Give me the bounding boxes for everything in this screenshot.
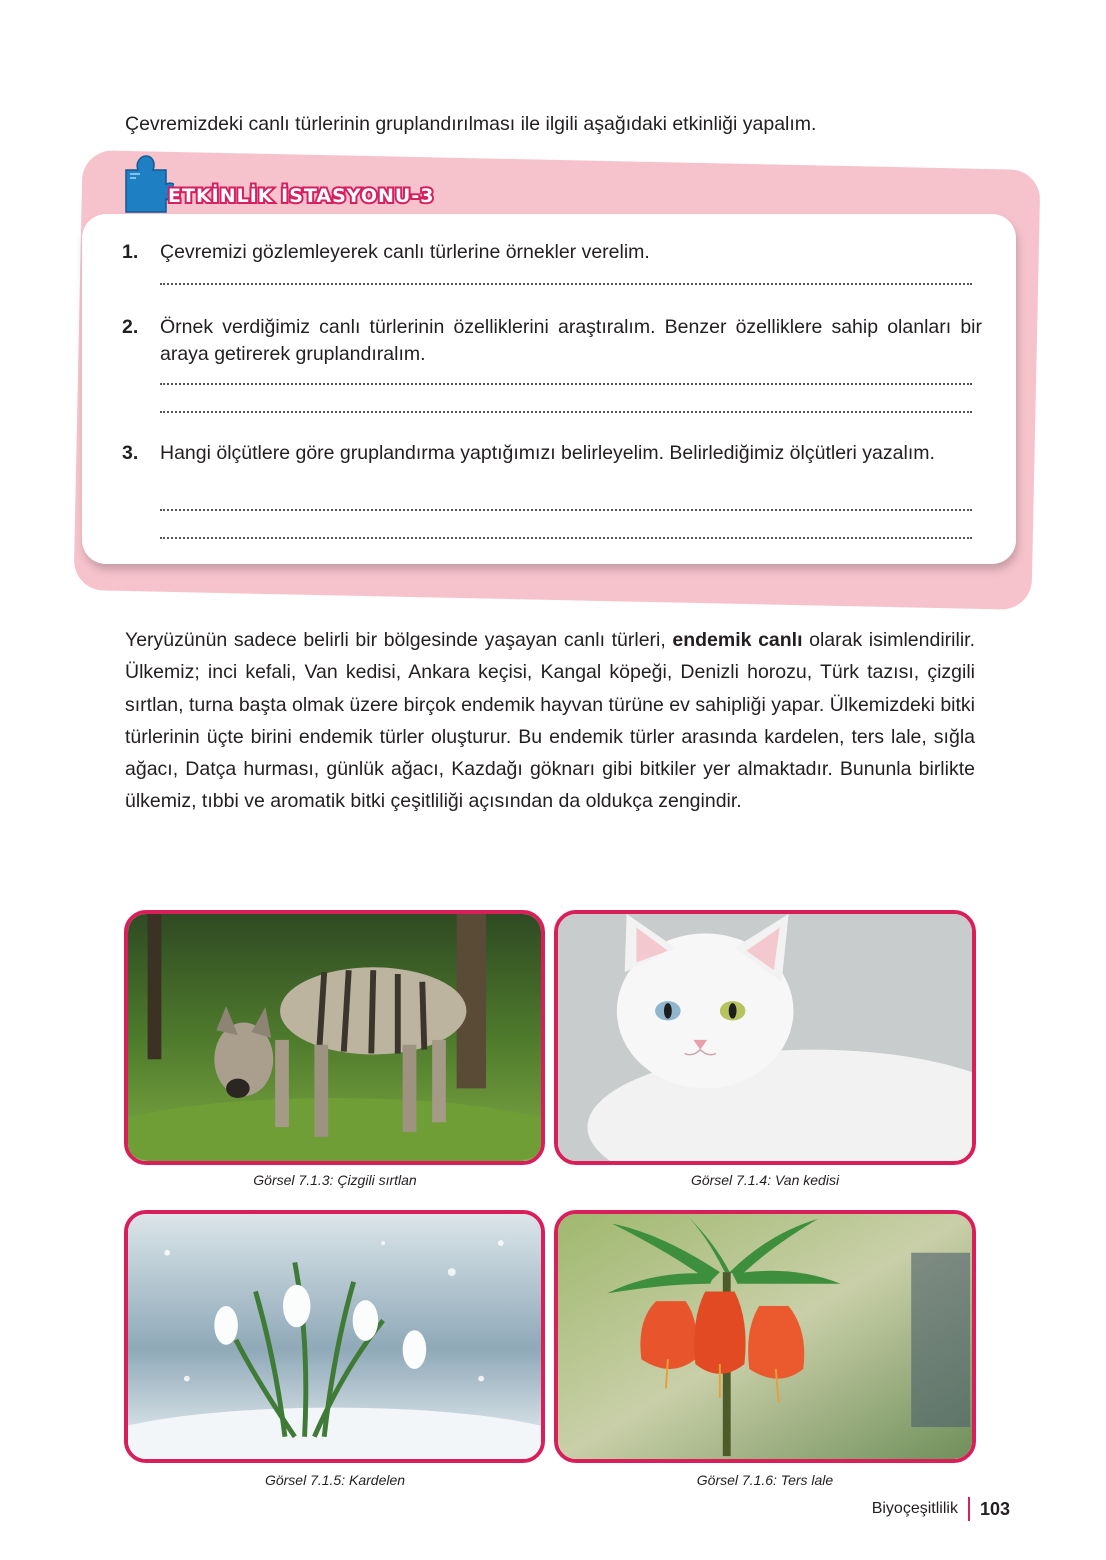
answer-line[interactable] [160,283,972,285]
question-3 [122,440,982,467]
photo-hyena [124,910,545,1165]
question-number: 3. [122,442,139,464]
caption-van-cat: Görsel 7.1.4: Van kedisi [690,1172,840,1188]
activity-title: ETKİNLİK İSTASYONU-3 [168,185,435,207]
caption-hyena: Görsel 7.1.3: Çizgili sırtlan [253,1172,417,1188]
activity-card [82,214,1016,564]
question-number: 2. [122,316,139,338]
answer-line[interactable] [160,509,972,511]
photo-snowdrop [124,1210,545,1463]
question-text: Hangi ölçütlere göre gruplandırma yaptığımızı belirleyelim. Belirlediğimiz ölçütleri yazalım. [160,442,935,464]
answer-line[interactable] [160,537,972,539]
puzzle-icon [118,152,174,214]
question-1 [122,239,982,266]
answer-line[interactable] [160,411,972,413]
answer-line[interactable] [160,383,972,385]
caption-snowdrop: Görsel 7.1.5: Kardelen [264,1472,406,1488]
chapter-name: Biyoçeşitlilik [871,1500,958,1517]
intro-text: Çevremizdeki canlı türlerinin gruplandırılması ile ilgili aşağıdaki etkinliği yapalım. [125,113,817,135]
page-footer [872,1497,1010,1521]
question-2 [122,314,982,368]
footer-divider [968,1497,970,1521]
question-text: Çevremizi gözlemleyerek canlı türlerine örnekler verelim. [160,241,650,263]
caption-crown-imperial: Görsel 7.1.6: Ters lale [696,1472,834,1488]
page-number: 103 [979,1498,1010,1519]
photo-crown-imperial [554,1210,976,1463]
question-text: Örnek verdiğimiz canlı türlerinin özelliklerini araştıralım. Benzer özelliklere sahip olanları bir araya getirerek gruplandıralım. [160,316,982,365]
question-number: 1. [122,241,139,263]
endemic-paragraph: Yeryüzünün sadece belirli bir bölgesinde yaşayan canlı türleri, endemik canlı olarak isimlendirilir. Ülkemiz; inci kefali, Van kedisi, Ankara keçisi, Kangal köpeği, Denizli horozu, Türk tazısı, çizgili sırtlan, turna başta olmak üzere birçok endemik hayvan türüne ev sahipliği yapar. Ülkemizdeki bitki türlerinin üçte birini endemik türler oluşturur. Bu endemik türler arasında kardelen, ters lale, sığla ağacı, Datça hurması, günlük ağacı, Kazdağı göknarı gibi bitkiler yer almaktadır. Bununla birlikte ülkemiz, tıbbi ve aromatik bitki çeşitliliği açısından da oldukça zengindir. [125,629,975,813]
photo-van-cat [554,910,976,1165]
keyword-endemic: endemik canlı [672,629,803,651]
